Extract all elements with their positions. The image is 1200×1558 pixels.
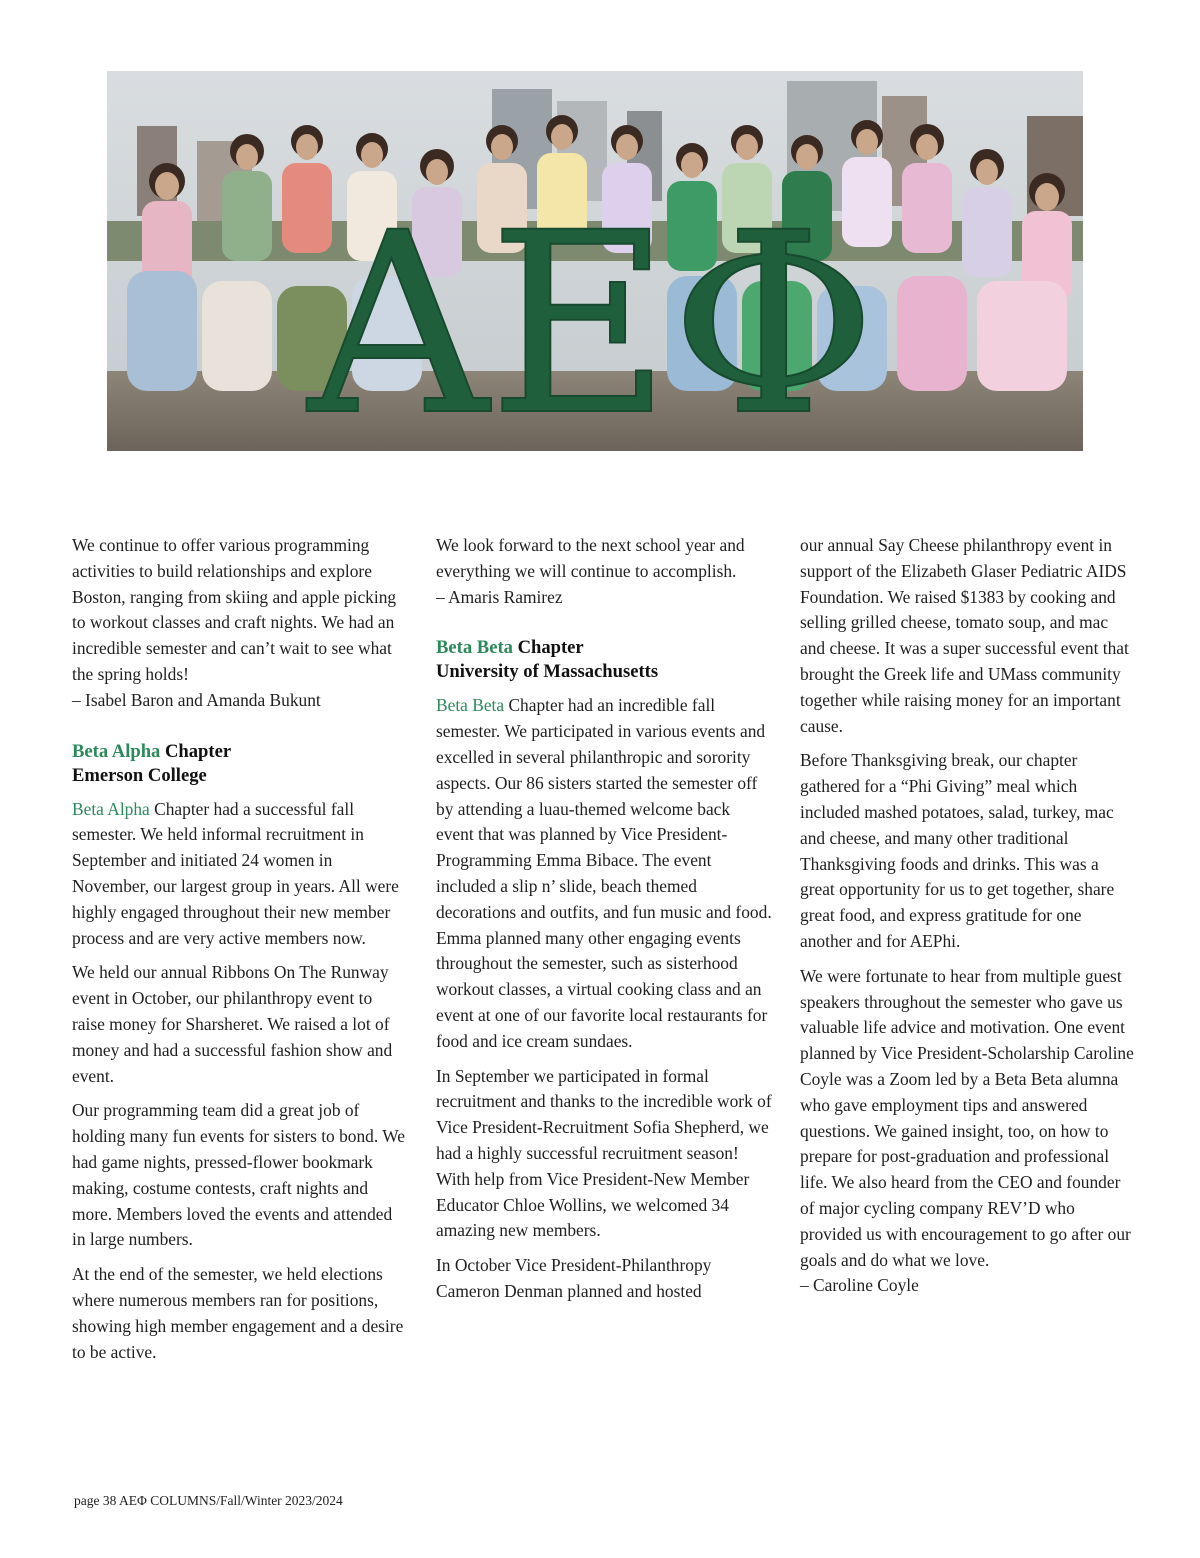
beta-alpha-heading-school: Emerson College: [72, 764, 207, 786]
col2-paragraph-1: We look forward to the next school year and everything we will continue to accomplish.: [436, 535, 745, 581]
beta-alpha-heading-chapter: Chapter: [160, 740, 232, 762]
beta-beta-heading-school: University of Massachusetts: [436, 661, 659, 683]
col3-signature: – Caroline Coyle: [800, 1275, 919, 1296]
beta-beta-heading: [436, 636, 772, 684]
col2-paragraph-2-body: Chapter had an incredible fall semester. We participated in various events and excelled in several philanthropic and sorority aspects. Our 86 sisters started the semester off by attending a luau-themed welcome back event that was planned by Vice President-Programming Emma Bibace. The event included a slip n’ slide, beach themed decorations and outfits, and fun music and food. Emma planned many other engaging events throughout the semester, such as sisterhood workout classes, a virtual cooking class and an event at one of our favorite local restaurants for food and ice cream sundaes.: [436, 695, 772, 1051]
col1-signature: – Isabel Baron and Amanda Bukunt: [72, 689, 321, 710]
greek-letters-sign: ΑΕΦ: [308, 179, 876, 451]
col3-paragraph-2: Before Thanksgiving break, our chapter gathered for a “Phi Giving” meal which included mashed potatoes, salad, turkey, mac and cheese, and many other traditional Thanksgiving foods and drinks. This was a great opportunity for us to get together, share great food, and express gratitude for one another and for AEPhi.: [800, 750, 1115, 951]
col1-paragraph-3: We held our annual Ribbons On The Runway event in October, our philanthropy event to raise money for Sharsheret. We raised a lot of money and had a successful fashion show and event.: [72, 962, 393, 1086]
column-1: [72, 533, 408, 1374]
col1-paragraph-4: Our programming team did a great job of holding many fun events for sisters to bond. We had game nights, pressed-flower bookmark making, costume contests, craft nights and more. Members loved the events and attended in large numbers.: [72, 1100, 406, 1250]
beta-beta-heading-chapter: Chapter: [512, 637, 584, 659]
column-3: [800, 533, 1136, 1308]
col3-paragraph-3: We were fortunate to hear from multiple guest speakers throughout the semester who gave us valuable life advice and motivation. One event planned by Vice President-Scholarship Caroline Coyle was a Zoom led by a Beta Beta alumna who gave employment tips and answered questions. We gained insight, too, on how to prepare for post-graduation and professional life. We also heard from the CEO and founder of major cycling company REV’D who provided us with encouragement to go after our goals and do what we love.: [800, 965, 1134, 1270]
col1-paragraph-2-body: Chapter had a successful fall semester. We held informal recruitment in September and initiated 24 women in November, our largest group in years. All were highly engaged throughout their new member process and are very active members now.: [72, 798, 399, 948]
col1-paragraph-5: At the end of the semester, we held elections where numerous members ran for positions, showing high member engagement and a desire to be active.: [72, 1264, 404, 1362]
col1-paragraph-2-lead: Beta Alpha: [72, 798, 150, 819]
col2-paragraph-4: In October Vice President-Philanthropy Cameron Denman planned and hosted: [436, 1255, 712, 1301]
beta-alpha-heading-name: Beta Alpha: [72, 740, 161, 762]
beta-beta-heading-name: Beta Beta: [436, 637, 513, 659]
col2-paragraph-2: [436, 693, 772, 1054]
col1-paragraph-2: [72, 797, 408, 952]
chapter-group-photo: [107, 71, 1083, 451]
col3-paragraph-1: our annual Say Cheese philanthropy event in support of the Elizabeth Glaser Pediatric AIDS Foundation. We raised $1383 by cooking and selling grilled cheese, tomato soup, and mac and cheese. It was a super successful event that brought the Greek life and UMass community together while raising money for an important cause.: [800, 535, 1129, 736]
col2-paragraph-3: In September we participated in formal recruitment and thanks to the incredible work of Vice President-Recruitment Sofia Shepherd, we had a highly successful recruitment season! With help from Vice President-New Member Educator Chloe Wollins, we welcomed 34 amazing new members.: [436, 1065, 772, 1241]
col2-signature: – Amaris Ramirez: [436, 586, 563, 607]
col2-paragraph-2-lead: Beta Beta: [436, 695, 505, 716]
group-photo-illustration: [107, 71, 1083, 451]
beta-alpha-heading: [72, 740, 408, 788]
column-2: [436, 533, 772, 1314]
col1-paragraph-1: We continue to offer various programming activities to build relationships and explore Boston, ranging from skiing and apple picking to workout classes and craft nights. We had an incredible semester and can’t wait to see what the spring holds!: [72, 535, 397, 684]
page-footer: page 38 AEΦ COLUMNS/Fall/Winter 2023/2024: [74, 1493, 343, 1508]
